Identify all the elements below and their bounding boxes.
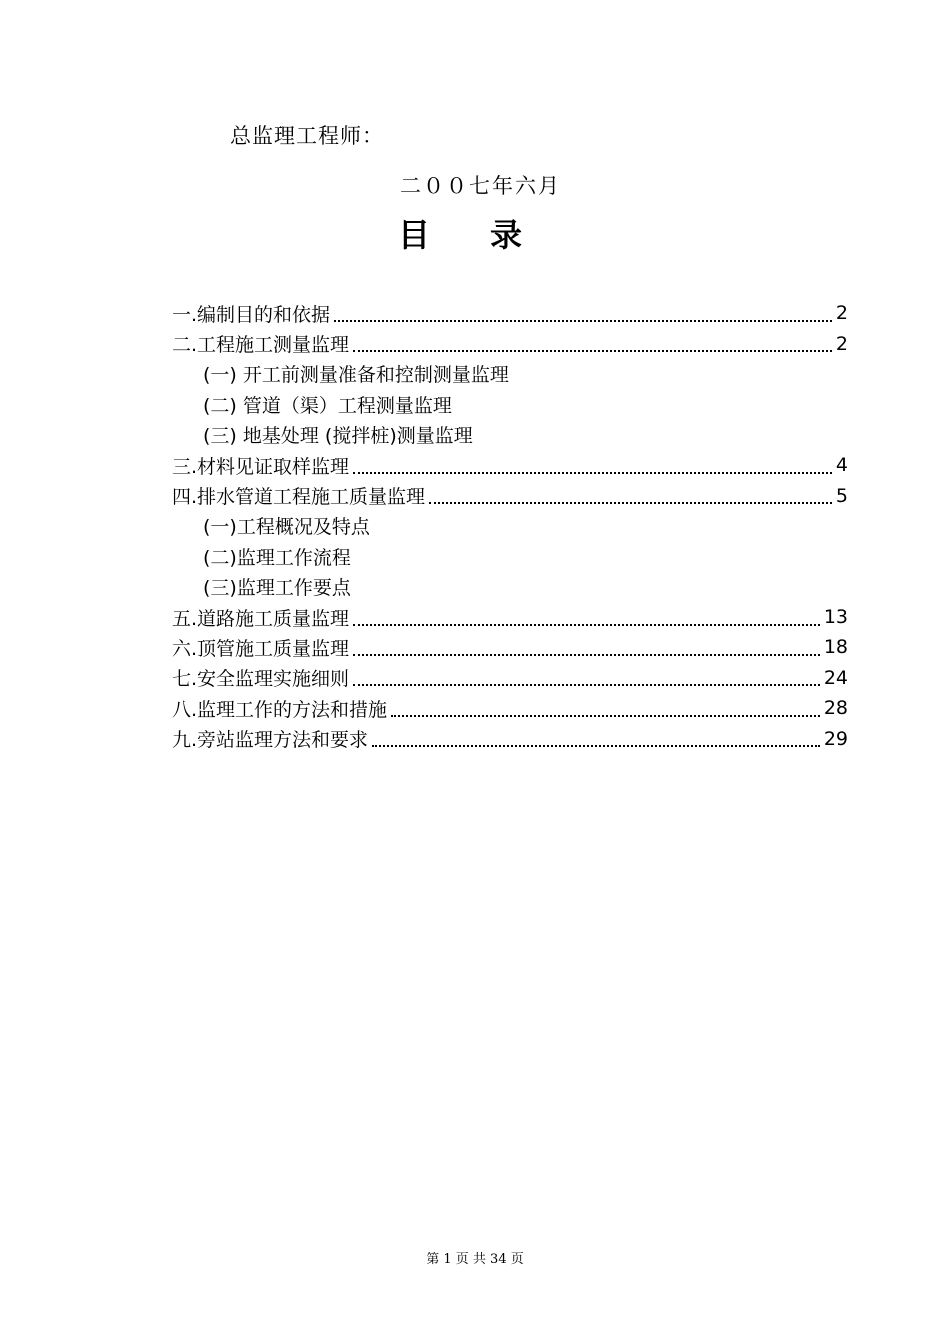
toc-entry-page: 13: [823, 606, 848, 629]
toc-entry-label: 九.旁站监理方法和要求: [172, 729, 369, 752]
page-footer: 第 1 页 共 34 页: [426, 1252, 524, 1267]
toc-entry[interactable]: [172, 663, 848, 693]
toc-leader: [353, 653, 820, 656]
toc-entry[interactable]: [172, 480, 848, 510]
toc-title-part2: 录: [490, 216, 523, 254]
toc-subentry[interactable]: [172, 572, 848, 602]
toc-subentry-label: (一)工程概况及特点: [203, 516, 370, 539]
toc-subentry[interactable]: [172, 541, 848, 571]
toc-title-part1: 目: [398, 216, 431, 254]
toc-title: [398, 210, 522, 256]
toc-subentry[interactable]: [172, 389, 848, 419]
toc-leader: [353, 349, 832, 352]
toc-entry-page: 29: [823, 727, 848, 750]
document-date: 二００七年六月: [400, 174, 561, 198]
toc-subentry-label: (三)监理工作要点: [203, 577, 351, 600]
toc-entry-page: 5: [835, 484, 848, 507]
table-of-contents: [172, 298, 848, 754]
toc-entry-label: 八.监理工作的方法和措施: [172, 698, 388, 721]
toc-entry-label: 三.材料见证取样监理: [172, 455, 350, 478]
toc-entry-page: 4: [835, 454, 848, 477]
toc-subentry-label: (三) 地基处理 (搅拌桩)测量监理: [203, 425, 473, 448]
toc-entry[interactable]: [172, 632, 848, 662]
toc-subentry[interactable]: [172, 511, 848, 541]
toc-entry-label: 一.编制目的和依据: [172, 303, 331, 326]
toc-entry-label: 六.顶管施工质量监理: [172, 637, 350, 660]
toc-entry[interactable]: [172, 450, 848, 480]
toc-entry-page: 2: [835, 302, 848, 325]
toc-leader: [334, 319, 832, 322]
toc-subentry-label: (二) 管道（渠）工程测量监理: [203, 394, 452, 417]
toc-leader: [353, 623, 820, 626]
toc-entry[interactable]: [172, 723, 848, 753]
toc-leader: [353, 683, 820, 686]
toc-subentry-label: (一) 开工前测量准备和控制测量监理: [203, 364, 509, 387]
toc-subentry-label: (二)监理工作流程: [203, 546, 351, 569]
toc-subentry[interactable]: [172, 359, 848, 389]
toc-subentry[interactable]: [172, 420, 848, 450]
toc-entry[interactable]: [172, 328, 848, 358]
toc-entry-label: 四.排水管道工程施工质量监理: [172, 486, 426, 509]
toc-leader: [353, 471, 832, 474]
toc-entry-label: 二.工程施工测量监理: [172, 334, 350, 357]
toc-leader: [372, 744, 820, 747]
toc-entry-label: 七.安全监理实施细则: [172, 668, 350, 691]
toc-entry[interactable]: [172, 298, 848, 328]
toc-leader: [429, 501, 832, 504]
toc-entry-page: 18: [823, 636, 848, 659]
toc-entry-page: 2: [835, 332, 848, 355]
toc-leader: [391, 714, 820, 717]
toc-entry-page: 24: [823, 666, 848, 689]
toc-entry[interactable]: [172, 693, 848, 723]
chief-engineer-label: 总监理工程师：: [230, 124, 384, 148]
toc-entry-page: 28: [823, 697, 848, 720]
toc-entry[interactable]: [172, 602, 848, 632]
toc-entry-label: 五.道路施工质量监理: [172, 607, 350, 630]
